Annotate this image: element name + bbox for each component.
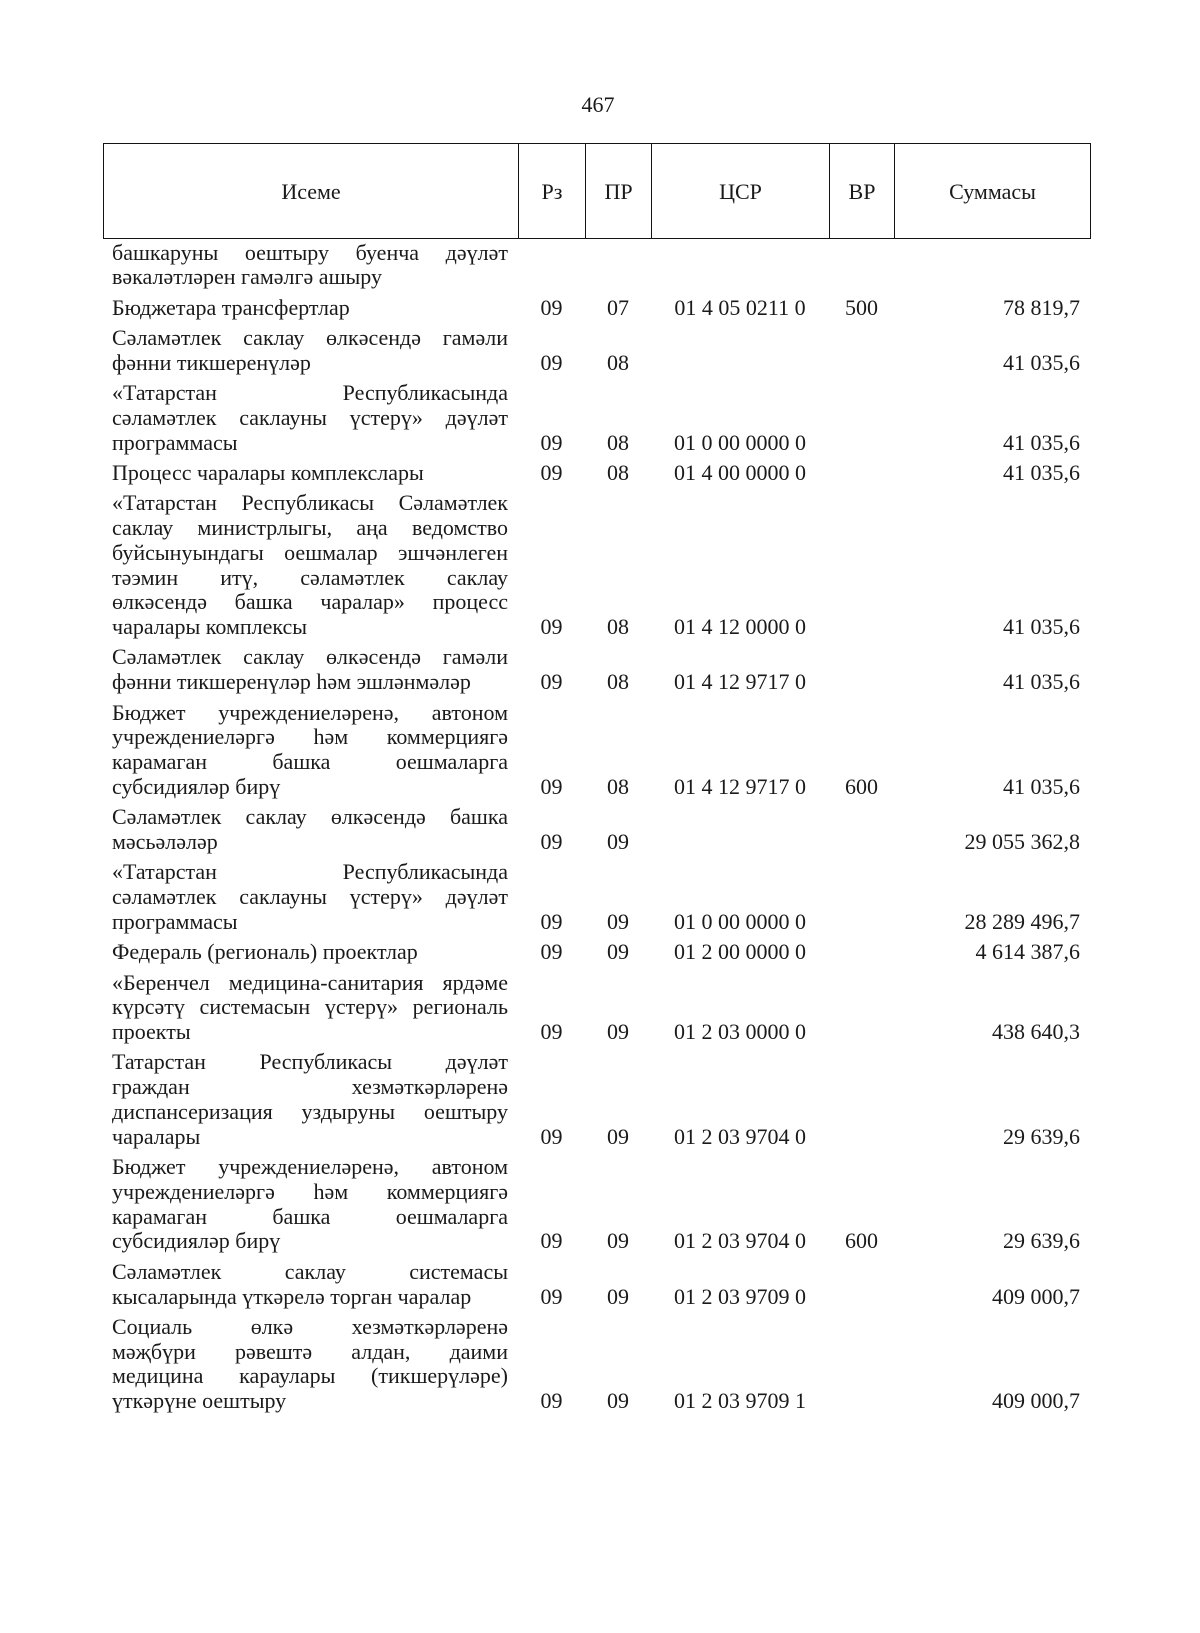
vr-code (829, 486, 894, 640)
vr-code (829, 800, 894, 855)
pr-code (585, 238, 651, 290)
row-name (103, 486, 518, 640)
pr-code: 08 (607, 669, 629, 695)
pr-code: 09 (607, 1123, 629, 1149)
rz-code: 09 (540, 1228, 563, 1254)
table-row (103, 935, 1090, 965)
amount: 409 000,7 (992, 1388, 1080, 1414)
name-line: саклау министрлыгы, аңа ведомство (112, 514, 508, 540)
csr-code (651, 320, 829, 375)
name-line: Процесс чаралары комплекслары (112, 459, 424, 485)
amount: 29 639,6 (1003, 1228, 1080, 1254)
rz-code: 09 (540, 1019, 563, 1045)
csr-code: 01 4 00 0000 0 (674, 459, 806, 485)
name-line: Бюджет учреждениеләренә, автоном (112, 1154, 508, 1180)
name-line: Социаль өлкә хезмәткәрләренә (112, 1313, 508, 1339)
name-line: Бюджет учреждениеләренә, автоном (112, 699, 508, 725)
name-line: өлкәсендә башка чаралар» процесс (112, 589, 508, 615)
pr-code: 08 (607, 349, 629, 375)
csr-code: 01 2 03 9704 0 (674, 1123, 806, 1149)
amount: 29 055 362,8 (964, 829, 1080, 855)
pr-code: 09 (607, 1228, 629, 1254)
amount: 41 035,6 (1003, 349, 1080, 375)
header-row (104, 144, 1091, 239)
name-line: Сәламәтлек саклау өлкәсендә башка (112, 804, 508, 830)
amount: 4 614 387,6 (975, 939, 1080, 965)
column-header-name: Исеме (104, 144, 519, 239)
vr-code (829, 455, 894, 485)
name-line: Татарстан Республикасы дәүләт (112, 1049, 508, 1075)
pr-code: 08 (607, 614, 629, 640)
vr-code: 600 (845, 1228, 878, 1254)
csr-code: 01 0 00 0000 0 (674, 908, 806, 934)
rz-code: 09 (540, 669, 563, 695)
name-line: «Татарстан Республикасы Сәламәтлек (112, 490, 508, 516)
name-line: медицина караулары (тикшерүләре) (112, 1363, 508, 1389)
table-row (103, 375, 1090, 455)
name-line: Сәламәтлек саклау системасы (112, 1258, 508, 1284)
row-name (103, 695, 518, 800)
pr-code: 09 (607, 908, 629, 934)
pr-code: 08 (607, 429, 629, 455)
rz-code: 09 (540, 294, 563, 320)
csr-code: 01 2 03 0000 0 (674, 1019, 806, 1045)
rz-code: 09 (540, 939, 563, 965)
column-header-csr: ЦСР (652, 144, 830, 239)
page-number: 467 (581, 92, 615, 117)
name-line: «Татарстан Республикасында (112, 859, 508, 885)
name-line: Федераль (региональ) проектлар (112, 939, 418, 965)
amount: 41 035,6 (1003, 459, 1080, 485)
csr-code: 01 4 12 0000 0 (674, 614, 806, 640)
csr-code: 01 0 00 0000 0 (674, 429, 806, 455)
rz-code: 09 (540, 908, 563, 934)
table-row (103, 695, 1090, 800)
name-line: мәҗбүри рәвештә алдан, даими (112, 1338, 508, 1364)
budget-table (103, 238, 1090, 1414)
row-name (103, 290, 518, 320)
row-name (103, 455, 518, 485)
table-row (103, 320, 1090, 375)
name-line: үткәрүне оештыру (112, 1388, 287, 1414)
name-line: вәкаләтләрен гамәлгә ашыру (112, 264, 382, 290)
rz-code: 09 (540, 429, 563, 455)
rz-code: 09 (540, 1388, 563, 1414)
name-line: учреждениеләргә һәм коммерциягә (112, 724, 508, 750)
vr-code: 600 (845, 773, 878, 799)
rz-code: 09 (540, 349, 563, 375)
name-line: сәламәтлек саклауны үстерү» дәүләт (112, 884, 508, 910)
table-row (103, 855, 1090, 935)
table-row (103, 290, 1090, 320)
table-row (103, 238, 1090, 290)
name-line: «Татарстан Республикасында (112, 379, 508, 405)
table-header (103, 143, 1091, 239)
amount: 41 035,6 (1003, 669, 1080, 695)
csr-code: 01 2 03 9704 0 (674, 1228, 806, 1254)
amount: 28 289 496,7 (964, 908, 1080, 934)
name-line: карамаган башка оешмаларга (112, 1203, 508, 1229)
name-line: программасы (112, 908, 238, 934)
rz-code (518, 238, 585, 290)
table-row (103, 800, 1090, 855)
csr-code (651, 238, 829, 290)
pr-code: 09 (607, 939, 629, 965)
pr-code: 07 (607, 294, 629, 320)
csr-code (651, 800, 829, 855)
pr-code: 08 (607, 459, 629, 485)
csr-code: 01 4 05 0211 0 (674, 294, 806, 320)
vr-code (829, 1309, 894, 1414)
amount: 29 639,6 (1003, 1123, 1080, 1149)
csr-code: 01 4 12 9717 0 (674, 773, 806, 799)
vr-code (829, 1254, 894, 1309)
name-line: мәсьәләләр (112, 829, 218, 855)
table-row (103, 640, 1090, 695)
name-line: чаралары (112, 1123, 201, 1149)
pr-code: 08 (607, 773, 629, 799)
name-line: Сәламәтлек саклау өлкәсендә гамәли (112, 644, 508, 670)
name-line: сәламәтлек саклауны үстерү» дәүләт (112, 404, 508, 430)
vr-code (829, 320, 894, 375)
name-line: Бюджетара трансфертлар (112, 294, 350, 320)
rz-code: 09 (540, 1283, 563, 1309)
name-line: күрсәтү системасын үстерү» региональ (112, 994, 508, 1020)
amount: 78 819,7 (1003, 294, 1080, 320)
amount: 41 035,6 (1003, 773, 1080, 799)
name-line: фәнни тикшеренүләр һәм эшләнмәләр (112, 669, 471, 695)
name-line: буйсынуындагы оешмалар эшчәнлеген (112, 539, 508, 565)
table-row (103, 486, 1090, 640)
table-row (103, 455, 1090, 485)
name-line: фәнни тикшеренүләр (112, 349, 311, 375)
table-row (103, 1150, 1090, 1255)
row-name (103, 855, 518, 935)
column-header-sum: Суммасы (895, 144, 1091, 239)
pr-code: 09 (607, 1019, 629, 1045)
table-row (103, 1309, 1090, 1414)
csr-code: 01 4 12 9717 0 (674, 669, 806, 695)
pr-code: 09 (607, 829, 629, 855)
name-line: «Беренчел медицина-санитария ярдәме (112, 969, 508, 995)
name-line: проекты (112, 1019, 191, 1045)
row-name (103, 320, 518, 375)
amount: 409 000,7 (992, 1283, 1080, 1309)
amount: 41 035,6 (1003, 429, 1080, 455)
rz-code: 09 (540, 459, 563, 485)
name-line: кысаларында үткәрелә торган чаралар (112, 1283, 472, 1309)
csr-code: 01 2 03 9709 0 (674, 1283, 806, 1309)
amount: 438 640,3 (992, 1019, 1080, 1045)
table-row (103, 1254, 1090, 1309)
row-name (103, 1045, 518, 1150)
rz-code: 09 (540, 614, 563, 640)
vr-code (829, 375, 894, 455)
rz-code: 09 (540, 1123, 563, 1149)
name-line: программасы (112, 429, 238, 455)
column-header-rz: Рз (519, 144, 586, 239)
vr-code (829, 640, 894, 695)
name-line: Сәламәтлек саклау өлкәсендә гамәли (112, 324, 508, 350)
rz-code: 09 (540, 829, 563, 855)
name-line: чаралары комплексы (112, 614, 308, 640)
name-line: диспансеризация уздыруны оештыру (112, 1099, 508, 1124)
row-name (103, 1150, 518, 1255)
row-name (103, 935, 518, 965)
name-line: субсидияләр бирү (112, 1228, 281, 1254)
row-name (103, 375, 518, 455)
vr-code (829, 855, 894, 935)
name-line: карамаган башка оешмаларга (112, 749, 508, 775)
table-row (103, 1045, 1090, 1150)
vr-code (829, 965, 894, 1045)
name-line: субсидияләр бирү (112, 773, 281, 799)
row-name (103, 800, 518, 855)
name-line: учреждениеләргә һәм коммерциягә (112, 1178, 508, 1204)
row-name (103, 238, 518, 290)
name-line: башкаруны оештыру буенча дәүләт (112, 239, 508, 265)
csr-code: 01 2 00 0000 0 (674, 939, 806, 965)
row-name (103, 640, 518, 695)
table-row (103, 965, 1090, 1045)
row-name (103, 965, 518, 1045)
name-line: граждан хезмәткәрләренә (112, 1074, 508, 1100)
vr-code: 500 (845, 294, 878, 320)
row-name (103, 1309, 518, 1414)
vr-code (829, 1045, 894, 1150)
column-header-pr: ПР (586, 144, 652, 239)
rz-code: 09 (540, 773, 563, 799)
amount: 41 035,6 (1003, 614, 1080, 640)
row-name (103, 1254, 518, 1309)
csr-code: 01 2 03 9709 1 (674, 1388, 806, 1414)
vr-code (829, 238, 894, 290)
amount (894, 238, 1090, 290)
name-line: тәэмин итү, сәламәтлек саклау (112, 564, 508, 590)
column-header-vr: ВР (830, 144, 895, 239)
pr-code: 09 (607, 1283, 629, 1309)
pr-code: 09 (607, 1388, 629, 1414)
vr-code (829, 935, 894, 965)
